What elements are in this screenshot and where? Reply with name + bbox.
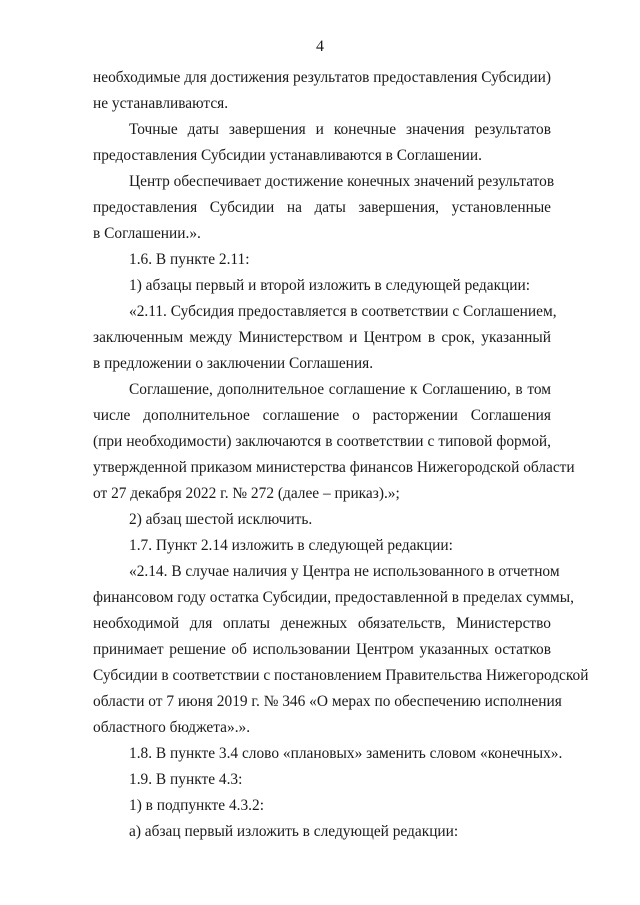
paragraph [93, 273, 551, 299]
paragraph-line: необходимые для достижения результатов предоставления Субсидии) [93, 69, 551, 86]
paragraph [93, 559, 589, 741]
paragraph-line: финансовом году остатка Субсидии, предоставленной в пределах суммы, [93, 589, 574, 606]
paragraph-line: Соглашение, дополнительное соглашение к Соглашению, в том [129, 381, 551, 398]
paragraph-line: области от 7 июня 2019 г. № 346 «О мерах по обеспечению исполнения [93, 693, 562, 710]
paragraph [93, 741, 563, 767]
paragraph-line: 1.8. В пункте 3.4 слово «плановых» заменить словом «конечных». [129, 745, 563, 762]
paragraph-line: утвержденной приказом министерства финансов Нижегородской области [93, 459, 575, 476]
page-number: 4 [316, 38, 324, 55]
paragraph-line: 1.6. В пункте 2.11: [129, 251, 250, 268]
paragraph [93, 793, 551, 819]
paragraph [93, 169, 555, 247]
paragraph-line: в Соглашении.». [93, 225, 201, 242]
paragraph-line: числе дополнительное соглашение о расторжении Соглашения [93, 407, 551, 424]
paragraph-line: 2) абзац шестой исключить. [129, 511, 313, 528]
paragraph [93, 377, 575, 507]
paragraph-line: «2.14. В случае наличия у Центра не использованного в отчетном [129, 563, 560, 580]
paragraph-line: Субсидии в соответствии с постановлением Правительства Нижегородской [93, 667, 589, 684]
paragraph [93, 247, 551, 273]
paragraph [93, 507, 551, 533]
paragraph-line: областного бюджета».». [93, 719, 251, 736]
paragraph-line: 1.7. Пункт 2.14 изложить в следующей редакции: [129, 537, 453, 554]
paragraph [93, 65, 551, 117]
paragraph-line: 1.9. В пункте 4.3: [129, 771, 243, 788]
paragraph [93, 299, 557, 377]
paragraph-line: «2.11. Субсидия предоставляется в соответствии с Соглашением, [129, 303, 557, 320]
paragraph [93, 819, 551, 845]
paragraph-line: Центр обеспечивает достижение конечных значений результатов [129, 173, 555, 190]
paragraph-line: не устанавливаются. [93, 95, 229, 112]
paragraph-line: необходимой для оплаты денежных обязательств, Министерство [93, 615, 551, 632]
paragraph-line: предоставления Субсидии на даты завершения, установленные [93, 199, 551, 216]
paragraph-line: Точные даты завершения и конечные значения результатов [129, 121, 551, 138]
paragraph-line: а) абзац первый изложить в следующей редакции: [129, 823, 459, 840]
paragraph-line: 1) в подпункте 4.3.2: [129, 797, 265, 814]
paragraph-line: принимает решение об использовании Центром указанных остатков [93, 641, 551, 658]
paragraph-line: предоставления Субсидии устанавливаются в Соглашении. [93, 147, 482, 164]
paragraph-line: заключенным между Министерством и Центром в срок, указанный [93, 329, 551, 346]
paragraph [93, 767, 551, 793]
paragraph-line: 1) абзацы первый и второй изложить в следующей редакции: [129, 277, 531, 294]
paragraph-line: (при необходимости) заключаются в соответствии с типовой формой, [93, 433, 551, 450]
paragraph-line: в предложении о заключении Соглашения. [93, 355, 374, 372]
paragraph-line: от 27 декабря 2022 г. № 272 (далее – приказ).»; [93, 485, 400, 502]
document-body [93, 65, 589, 845]
paragraph [93, 117, 551, 169]
paragraph [93, 533, 551, 559]
